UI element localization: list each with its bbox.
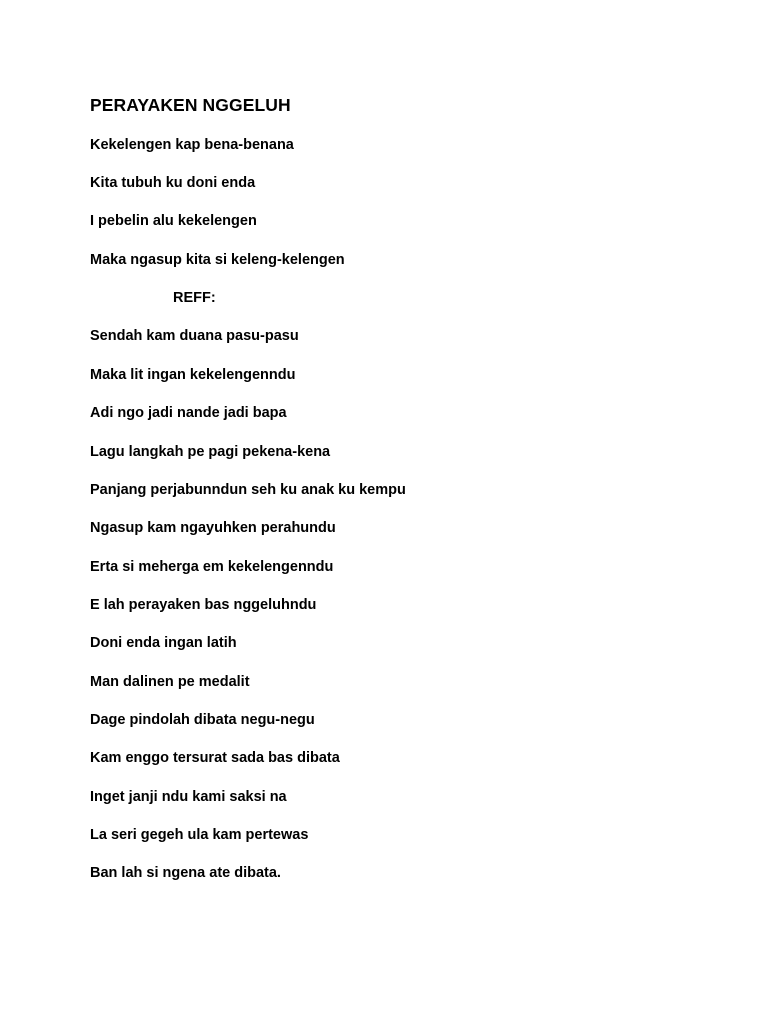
- lyric-line-18: Inget janji ndu kami saksi na: [90, 789, 287, 805]
- lyric-line-19: La seri gegeh ula kam pertewas: [90, 827, 309, 843]
- lyric-line-14: Doni enda ingan latih: [90, 635, 237, 651]
- lyric-line-6: Sendah kam duana pasu-pasu: [90, 328, 299, 344]
- lyric-line-8: Adi ngo jadi nande jadi bapa: [90, 405, 287, 421]
- refrain-label: REFF:: [173, 290, 216, 306]
- lyric-line-4: Maka ngasup kita si keleng-kelengen: [90, 252, 345, 268]
- lyric-line-3: I pebelin alu kekelengen: [90, 213, 257, 229]
- lyric-line-15: Man dalinen pe medalit: [90, 674, 250, 690]
- lyric-line-16: Dage pindolah dibata negu-negu: [90, 712, 315, 728]
- lyric-line-2: Kita tubuh ku doni enda: [90, 175, 256, 191]
- lyric-line-17: Kam enggo tersurat sada bas dibata: [90, 750, 340, 766]
- lyric-line-11: Ngasup kam ngayuhken perahundu: [90, 520, 336, 536]
- lyric-line-12: Erta si meherga em kekelengenndu: [90, 559, 334, 575]
- lyric-line-13: E lah perayaken bas nggeluhndu: [90, 597, 317, 613]
- song-title: PERAYAKEN NGGELUH: [90, 95, 291, 115]
- lyric-line-7: Maka lit ingan kekelengenndu: [90, 367, 296, 383]
- lyric-line-10: Panjang perjabunndun seh ku anak ku kempu: [90, 482, 406, 498]
- lyric-line-1: Kekelengen kap bena-benana: [90, 137, 294, 153]
- lyric-line-9: Lagu langkah pe pagi pekena-kena: [90, 444, 331, 460]
- lyric-line-20: Ban lah si ngena ate dibata.: [90, 865, 281, 881]
